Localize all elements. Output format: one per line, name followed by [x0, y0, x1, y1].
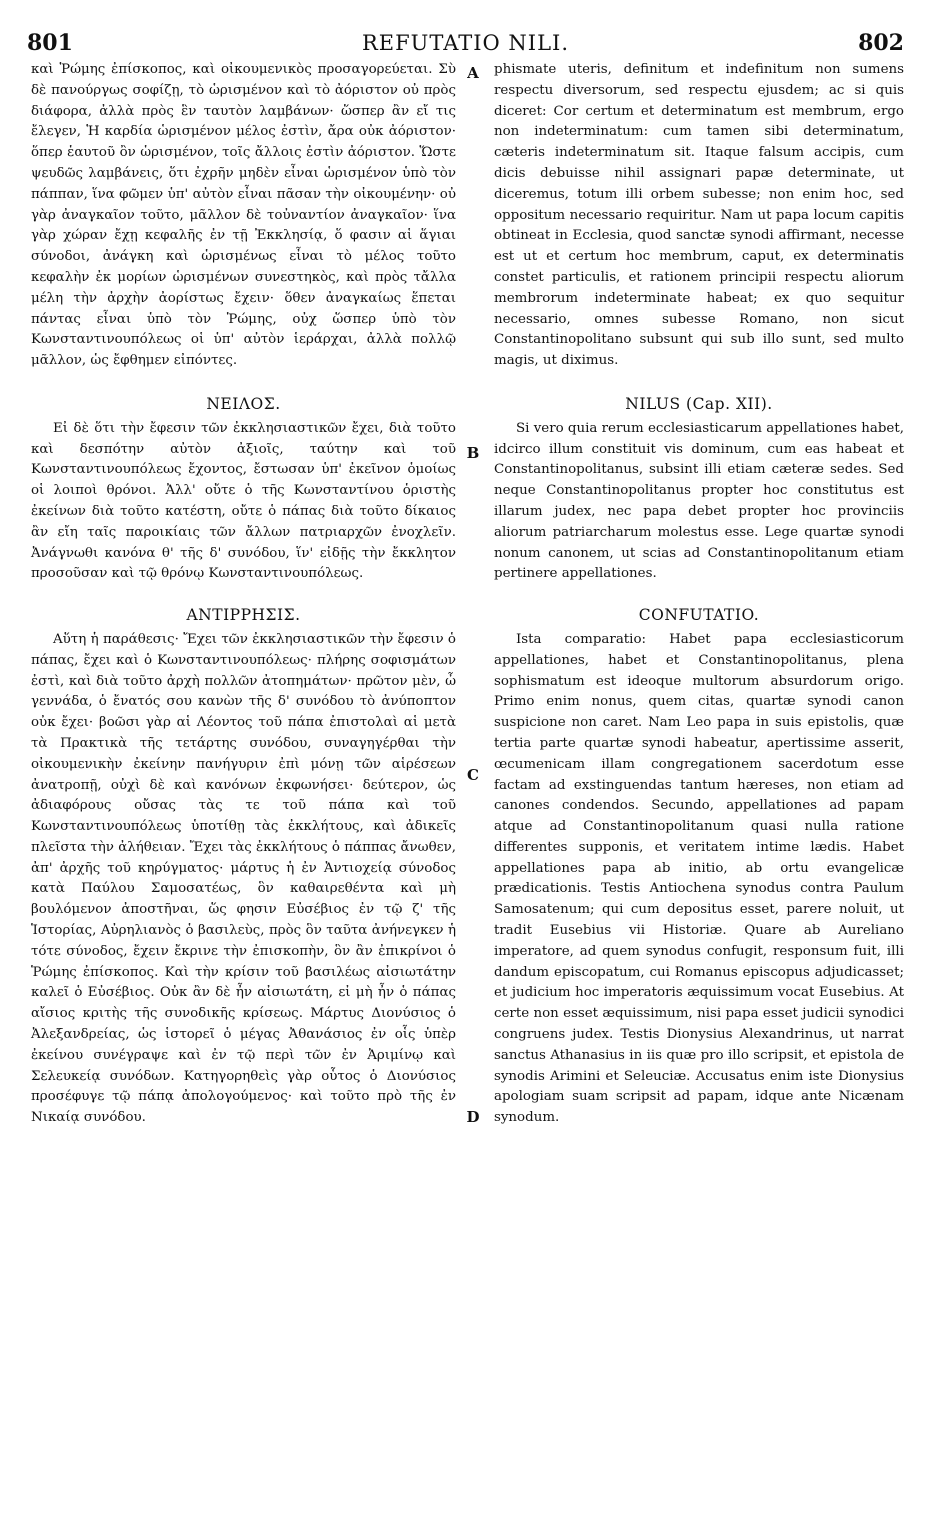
section-mark-b: B [466, 444, 480, 462]
running-title: REFUTATIO NILI. [361, 31, 570, 55]
greek-antirrhesis-heading: ΑΝΤΙΡΡΗΣΙΣ. [186, 606, 301, 625]
greek-column [31, 60, 456, 1129]
page-number-right: 802 [858, 30, 904, 56]
greek-nilus-heading: ΝΕΙΛΟΣ. [206, 394, 281, 413]
section-mark-d: D [466, 1108, 480, 1126]
latin-confutatio-heading: CONFUTATIO. [638, 606, 760, 625]
latin-confutatio-paragraph: Ista comparatio: Habet papa ecclesiasticorum appellationes, habet et Constantinopolitanus, plena sophismatum est ideoque multorum absurdorum origo. Primo enim nonus, quem citas, quartæ synodi canon suspicione non caret. Nam Leo papa in suis epistolis, quæ tertia parte quartæ synodi habeatur, apertissime asserit, œcumenicam illam congregationem sacerdotum esse factam ad exstinguendas tantum hæreses, non etiam ad canones condendos. Secundo, appellationes ad papam atque ad Constantinopolitanum quasi nulla ratione differentes supponis, et veritatem intime lædis. Habet appellationes papa ab initio, ab ortu evangelicæ prædicationis. Testis Antiochena synodus contra Paulum Samosatenum; qui cum depositus esset, parere noluit, ut tradit Eusebius vii Historiæ. Quare ab Aureliano imperatore, ad quem synodus confugit, responsum fuit, illi dandum episcopatum, cui Romanus episcopus adjudicasset; et judicium hoc imperatoris æquissimum vocat Eusebius. At certe non esset æquissimum, nisi papa esset judicii synodici congruens judex. Testis Dionysius Alexandrinus, ut narrat sanctus Athanasius in iis quæ pro illo scripsit, et epistola de synodis Arimini et Seleuciæ. Accusatus enim iste Dionysius apologiam suam scripsit ad papam, idque ante Nicænam synodum. [494, 631, 904, 1126]
greek-intro-paragraph: καὶ Ῥώμης ἐπίσκοπος, καὶ οἰκουμενικὸς προσαγορεύεται. Σὺ δὲ πανούργως σοφίζῃ, τὸ ὡρισμένον καὶ τὸ ἀόριστον οὐ πρὸς διάφορα, ἀλλὰ πρὸς ἓν ταυτὸν λαμβάνων· ὥσπερ ἂν εἴ τις ἔλεγεν, Ἡ καρδία ὡρισμένον μέλος ἐστὶν, ἄρα οὐκ ἀόριστον· ὅπερ ἑαυτοῦ ὂν ὡρισμένον, τοῖς ἄλλοις ἐστὶν ἀόριστον. Ὥστε ψευδῶς λαμβάνεις, ὅτι ἐχρῆν μηδὲν εἶναι ὡρισμένον ὑπὸ τὸν πάππαν, ἵνα φῶμεν ὑπ' αὐτὸν εἶναι πᾶσαν τὴν οἰκουμένην· οὐ γὰρ ἀναγκαῖον τοῦτο, μᾶλλον δὲ τοὐναντίον ἀναγκαῖον· ἵνα γὰρ χώραν ἔχῃ κεφαλῆς ἐν τῇ Ἐκκλησίᾳ, ὅ φασιν αἱ ἅγιαι σύνοδοι, ἀνάγκη καὶ ὡρισμένως εἶναι τὸ μέλος τοῦτο κεφαλὴν ἐκ μορίων ὡρισμένων συνεστηκὸς, καὶ πρὸς τἄλλα μέλη τὴν ἀρχὴν ἀορίστως ἔχειν· ὅθεν ἀναγκαίως ἕπεται πάντας εἶναι ὑπὸ τὸν Ῥώμης, οὐχ ὥσπερ ὑπὸ τὸν Κωνσταντινουπόλεως οἱ ὑπ' αὐτὸν ἱεράρχαι, ἀλλὰ πολλῷ μᾶλλον, ὡς ἔφθημεν εἰπόντες. [31, 62, 456, 369]
section-mark-c: C [467, 766, 479, 784]
latin-nilus-paragraph: Si vero quia rerum ecclesiasticarum appellationes habet, idcirco illum constituit vis dominum, cum eas habeat et Constantinopolitanus, subsint illi etiam cæteræ sedes. Sed neque Constantinopolitanus propter hoc constitutus est illarum judex, nec papa debet propter hoc provinciis aliorum patriarcharum molestus esse. Lege quartæ synodi nonum canonem, ut scias ad Constantinopolitanum etiam pertinere appellationes. [494, 420, 904, 582]
latin-column [494, 60, 904, 1129]
margin-section-marks [458, 60, 488, 1520]
latin-intro-paragraph: phismate uteris, definitum et indefinitum non sumens respectu diversorum, sed respectu ejusdem; ac si quis diceret: Cor certum et determinatum est membrum, ergo non indeterminatum: cum tamen sibi determinatum, cæteris indeterminatum sit. Itaque falsum accipis, cum dicis debuisse nihil assignari papæ determinate, ut diceremus, totum illi orbem subesse; non enim hoc, sed oppositum necessario requiritur. Nam ut papa locum capitis obtineat in Ecclesia, quod sanctæ synodi affirmant, necesse est ut et certum hoc membrum, caput, ex determinatis constet particulis, et rationem principii respectu aliorum membrorum indeterminate habeat; ex quo sequitur necessario, omnes subesse Romano, non sicut Constantinopolitano subsunt qui sub illo sunt, sed multo magis, ut diximus. [494, 62, 904, 369]
page-header [0, 0, 931, 54]
greek-nilus-paragraph: Εἰ δὲ ὅτι τὴν ἔφεσιν τῶν ἐκκλησιαστικῶν ἔχει, διὰ τοῦτο καὶ δεσπότην αὐτὸν ἀξιοῖς, ταύτην καὶ τοῦ Κωνσταντινουπόλεως ἔχοντος, ἔστωσαν ὑπ' ἐκεῖνον ὁμοίως οἱ λοιποὶ θρόνοι. Ἀλλ' οὔτε ὁ τῆς Κωνσταντίνου ὁριστὴς ἐκείνων διὰ τοῦτο κατέστη, οὔτε ὁ πάπας διὰ τοῦτο δίκαιος ἂν εἴη ταῖς παροικίαις τῶν ἄλλων πατριαρχῶν ἐνοχλεῖν. Ἀνάγνωθι κανόνα θ' τῆς δ' συνόδου, ἵν' εἰδῇς τὴν ἔκκλητον προσοῦσαν καὶ τῷ θρόνῳ Κωνσταντινουπόλεως. [31, 420, 456, 582]
latin-nilus-heading: NILUS (Cap. XII). [625, 394, 773, 413]
page-number-left: 801 [27, 30, 73, 56]
section-mark-a: A [467, 64, 479, 82]
greek-antirrhesis-paragraph: Αὕτη ἡ παράθεσις· Ἔχει τῶν ἐκκλησιαστικῶν τὴν ἔφεσιν ὁ πάπας, ἔχει καὶ ὁ Κωνσταντινουπόλεως· πλήρης σοφισμάτων ἐστὶ, καὶ διὰ τοῦτο ἀρχὴ πολλῶν ἀτοπημάτων· πρῶτον μὲν, ὦ γεννάδα, ὁ ἔνατός σου κανὼν τῆς δ' συνόδου τὸ ἀνύποπτον οὐκ ἔχει· βοῶσι γὰρ αἱ Λέοντος τοῦ πάπα ἐπιστολαὶ αἱ μετὰ τὰ Πρακτικὰ τῆς τετάρτης συνόδου, συναγηγέρθαι τὴν οἰκουμενικὴν ἐκείνην πανήγυριν ἐπὶ μόνῃ τῶν αἱρέσεων ἀνατροπῇ, οὐχὶ δὲ καὶ κανόνων ἐκφωνήσει· δεύτερον, ὡς ἀδιαφόρους οὔσας τὰς τε τοῦ πάπα καὶ τοῦ Κωνσταντινουπόλεως ὑποτίθῃ τὰς ἐκκλήτους, καὶ ἀδικεῖς πλεῖστα τὴν ἀλήθειαν. Ἔχει τὰς ἐκκλήτους ὁ πάππας ἄνωθεν, ἀπ' ἀρχῆς τοῦ κηρύγματος· μάρτυς ἡ ἐν Ἀντιοχείᾳ σύνοδος κατὰ Παύλου Σαμοσατέως, ὃν καθαιρεθέντα καὶ μὴ βουλόμενον ἀποστῆναι, ὥς φησιν Εὐσέβιος ἐν τῷ ζ' τῆς Ἱστορίας, Αὐρηλιανὸς ὁ βασιλεὺς, πρὸς ὃν ταῦτα ἀνήνεγκεν ἡ τότε σύνοδος, ἔχειν ἔκρινε τὴν ἐπισκοπὴν, ὃν ἂν ἐπικρίνοι ὁ Ῥώμης ἐπίσκοπος. Καὶ τὴν κρίσιν τοῦ βασιλέως αἰσιωτάτην καλεῖ ὁ Εὐσέβιος. Οὐκ ἂν δὲ ἦν αἰσιωτάτη, εἰ μὴ ἦν ὁ πάπας αἴσιος κριτὴς τῆς συνοδικῆς κρίσεως. Μάρτυς Διονύσιος ὁ Ἀλεξανδρείας, ὡς ἱστορεῖ ὁ μέγας Ἀθανάσιος ἐν οἷς ὑπὲρ ἐκείνου συνέγραψε καὶ ἐν τῷ περὶ τῶν ἐν Ἀριμίνῳ καὶ Σελευκείᾳ συνόδων. Κατηγορηθεὶς γὰρ οὗτος ὁ Διονύσιος προσέφυγε τῷ πάπᾳ ἀπολογούμενος· καὶ τοῦτο πρὸ τῆς ἐν Νικαίᾳ συνόδου. [31, 631, 456, 1126]
